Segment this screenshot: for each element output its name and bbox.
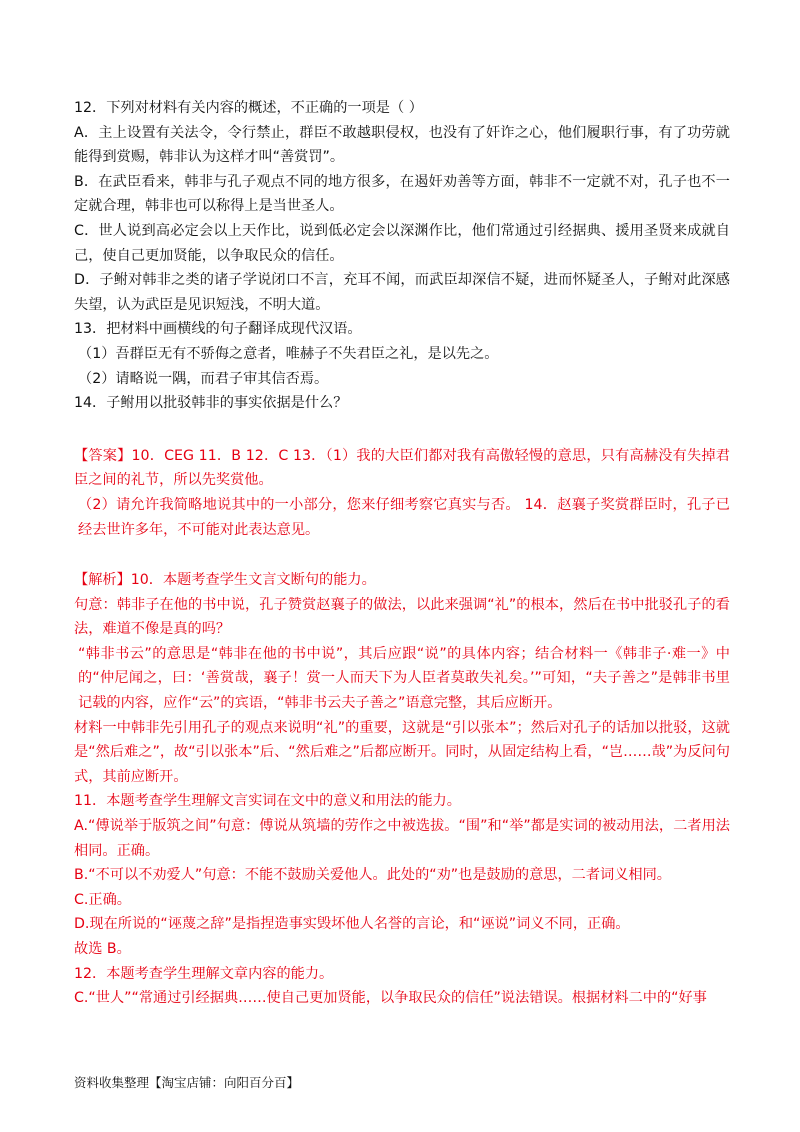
question-12-stem: 12．下列对材料有关内容的概述，不正确的一项是（ ） xyxy=(74,100,423,116)
question-12-option-d: D．子鲋对韩非之类的诸子学说闭口不言，充耳不闻，而武臣却深信不疑，进而怀疑圣人，子鲋对此深感失望，认为武臣是见识短浅，不明大道。 xyxy=(74,272,730,313)
analysis-subheading: 12．本题考查学生理解文章内容的能力。 xyxy=(74,965,334,982)
question-14-stem: 14．子鲋用以批驳韩非的事实依据是什么？ xyxy=(74,395,348,412)
analysis-paragraph: 故选 B。 xyxy=(74,941,131,957)
analysis-paragraph: C.正确。 xyxy=(74,891,131,908)
analysis-paragraph: 句意：韩非子在他的书中说，孔子赞赏赵襄子的做法，以此来强调“礼”的根本，然后在书中批驳孔子的看法，难道不像是真的吗？ xyxy=(74,596,730,638)
question-13-item-1: （1）吾群臣无有不骄侮之意者，唯赫子不失君臣之礼，是以先之。 xyxy=(78,345,499,362)
analysis-paragraph: 材料一中韩非先引用孔子的观点来说明“礼”的重要，这就是“引以张本”；然后对孔子的话加以批驳，这就是“然后难之”，故“引以张本”后、“然后难之”后都应断开。同时，从固定结构上看，“岂……哉”为反问句式，其前应断开。 xyxy=(74,719,730,785)
document-body xyxy=(74,96,730,1011)
page-footer: 资料收集整理【淘宝店铺：向阳百分百】 xyxy=(74,1075,300,1090)
analysis-subheading: 11．本题考查学生理解文言实词在文中的意义和用法的能力。 xyxy=(74,793,461,810)
analysis-paragraph: B.“不可以不劝爱人”句意：不能不鼓励关爱他人。此处的“劝”也是鼓励的意思，二者词义相同。 xyxy=(74,867,671,884)
question-12-option-a: A．主上设置有关法令，令行禁止，群臣不敢越职侵权，也没有了奸诈之心，他们履职行事，有了功劳就能得到赏赐，韩非认为这样才叫“善赏罚”。 xyxy=(74,124,730,166)
question-13-stem: 13．把材料中画横线的句子翻译成现代汉语。 xyxy=(74,321,362,338)
analysis-paragraph: “韩非书云”的意思是“韩非在他的书中说”，其后应跟“说”的具体内容；结合材料一《韩非子·难一》中的“仲尼闻之，曰：‘善赏哉，襄子！赏一人而天下为人臣者莫敢失礼矣。’”可知，“夫子善之”是韩非书里记载的内容，应作“云”的宾语，“韩非书云夫子善之”语意完整，其后应断开。 xyxy=(78,645,730,712)
question-13-item-2: （2）请略说一隅，而君子审其信否焉。 xyxy=(78,370,329,387)
analysis-paragraph: A.“傅说举于版筑之间”句意：傅说从筑墙的劳作之中被选拔。“围”和“举”都是实词的被动用法，二者用法相同。正确。 xyxy=(74,818,730,859)
answer-line-1: 【答案】10．CEG 11．B 12．C 13．（1）我的大臣们都对我有高傲轻慢的意思，只有高赫没有失掉君臣之间的礼节，所以先奖赏他。 xyxy=(74,447,730,489)
analysis-paragraph: D.现在所说的“诬蔑之辞”是指捏造事实毁坏他人名誉的言论，和“诬说”词义不同，正确。 xyxy=(74,916,630,933)
analysis-heading: 【解析】10．本题考查学生文言文断句的能力。 xyxy=(74,572,376,589)
analysis-paragraph: C.“世人”“常通过引经据典……使自己更加贤能，以争取民众的信任”说法错误。根据材料二中的“好事 xyxy=(74,990,707,1007)
answer-line-2: （2）请允许我简略地说其中的一小部分，您来仔细考察它真实与否。 14．赵襄子奖赏群臣时，孔子已经去世许多年，不可能对此表达意见。 xyxy=(78,496,730,538)
question-12-option-c: C．世人说到高必定会以上天作比，说到低必定会以深渊作比，他们常通过引经据典、援用圣贤来成就自己，使自己更加贤能，以争取民众的信任。 xyxy=(74,222,730,264)
question-12-option-b: B．在武臣看来，韩非与孔子观点不同的地方很多，在遏奸劝善等方面，韩非不一定就不对，孔子也不一定就合理，韩非也可以称得上是当世圣人。 xyxy=(74,173,730,215)
